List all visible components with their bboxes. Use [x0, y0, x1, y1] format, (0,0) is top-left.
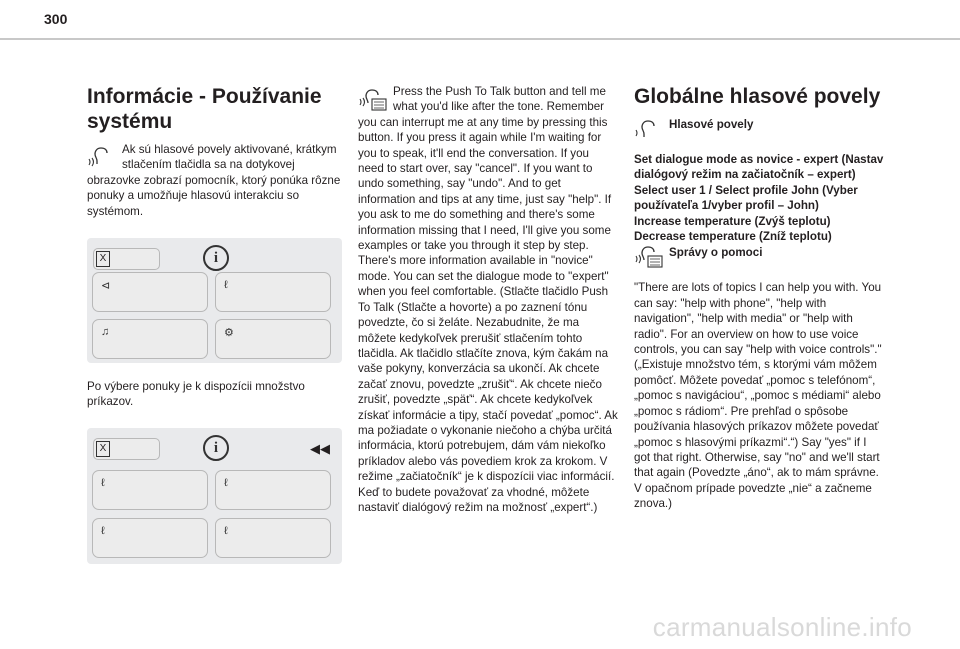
- settings-tile[interactable]: [215, 319, 331, 359]
- page-number: 300: [44, 11, 68, 27]
- after-menu-text: Po výbere ponuky je k dispozícii množstvo príkazov.: [87, 380, 305, 409]
- phone-icon: ℓ: [224, 279, 228, 292]
- phone-icon: ℓ: [101, 524, 105, 537]
- column-3: [634, 84, 884, 512]
- command-item: Set dialogue mode as novice - expert (Nastav dialógový režim na začiatočník – expert): [634, 153, 884, 182]
- subheading-help-messages: Správy o pomoci: [669, 246, 763, 260]
- command-item: Increase temperature (Zvýš teplotu): [634, 214, 831, 228]
- info-icon[interactable]: i: [203, 435, 229, 461]
- navigation-tile[interactable]: [92, 272, 208, 312]
- help-messages-text: "There are lots of topics I can help you with. You can say: "help with phone", "help with navigation", "help with media" or "help with radio". For an overview on how to use voice controls, you can say "help with voice controls"." („Existuje množstvo tém, s ktorými vám môžem pomôcť. Môžete povedať „pomoc s telefónom“, „pomoc s navigáciou“, „pomoc s médiami“ alebo „pomoc s rádiom“. Pre prehľad o spôsobe používania hlasových príkazov môžete povedať „pomoc s hlasovými príkazmi“.“) Say "yes" if I got that right. Otherwise, say "no" and we'll start that again (Povedzte „áno“, ak to mám správne. V opačnom prípade povedzte „nie“ a začneme znova.): [634, 281, 882, 511]
- close-icon: X: [96, 251, 110, 267]
- command-item: Decrease temperature (Zníž teplotu): [634, 230, 832, 244]
- intro-text: Ak sú hlasové povely aktivované, krátkym stlačením tlačidla sa na dotykovej obrazovke zobrazí pomocník, ktorý ponúka rôzne ponuky a umožňuje hlasovú interakciu so systémom.: [87, 143, 341, 218]
- column-1: [87, 84, 342, 564]
- rewind-icon: ◀◀: [310, 440, 330, 456]
- back-button[interactable]: [257, 438, 331, 460]
- intro-block: [87, 142, 342, 219]
- commands-screenshot: [87, 428, 342, 564]
- phone-icon: ℓ: [224, 476, 228, 489]
- media-tile[interactable]: [92, 319, 208, 359]
- gear-icon: ⚙: [224, 327, 234, 340]
- command-item: Select user 1 / Select profile John (Vyber používateľa 1/vyber profil – John): [634, 183, 858, 213]
- header-rule: [0, 38, 960, 40]
- command-tile[interactable]: [92, 470, 208, 510]
- command-tile[interactable]: [92, 518, 208, 558]
- voice-command-icon: [358, 87, 388, 109]
- close-icon: X: [96, 441, 110, 457]
- voice-command-icon: [634, 244, 664, 268]
- phone-tile[interactable]: [215, 272, 331, 312]
- watermark: carmanualsonline.info: [652, 612, 912, 642]
- close-bar[interactable]: [93, 438, 160, 460]
- voice-commands-subheading: [634, 115, 884, 138]
- voice-command-icon: [87, 145, 117, 167]
- voice-menu-screenshot: [87, 238, 342, 363]
- help-messages-subheading: [634, 244, 884, 268]
- phone-icon: ℓ: [224, 524, 228, 537]
- close-bar[interactable]: [93, 248, 160, 270]
- push-to-talk-text: Press the Push To Talk button and tell me what you'd like after the tone. Remember you can interrupt me at any time by pressing this button. If you press it again while I'm waiting for you to speak, it'll end the conversation. If you need to start over, say "cancel". If you want to undo something, say "undo". And to get information and tips at any time, just say "help". If you ask to me do something and there's some information missing that I need, I'll give you some examples or take you through it step by step. There's more information available in "novice" mode. You can set the dialogue mode to "expert" when you feel comfortable. (Stlačte tlačidlo Push To Talk (Stlačte a hovorte) a po zaznení tónu povedzte, čo si želáte. Nezabudnite, že ma môžete kedykoľvek prerušiť stlačením tohto tlačidla. Ak tlačidlo stlačíte znova, kým čakám na vaše pokyny, konverzácia sa ukončí. Ak chcete začať znovu, povedzte „zrušiť“. Ak chcete niečo zrušiť, povedzte „späť“. Ak chcete kedykoľvek získať informácie a tipy, stačí povedať „pomoc“. Ak ma požiadate o vykonanie niečoho a chýba určitá informácia, ktorú potrebujem, dám vám niekoľko príkladov alebo vás povediem krok za krokom. V režime „začiatočník“ je k dispozícii viac informácií. Keď to budete považovať za vhodné, môžete nastaviť dialógový režim na možnosť „expert“.): [358, 85, 618, 514]
- command-tile[interactable]: [215, 470, 331, 510]
- phone-icon: ℓ: [101, 476, 105, 489]
- section-heading-global-commands: Globálne hlasové povely: [634, 85, 881, 108]
- voice-command-icon: [634, 118, 664, 138]
- command-list: [634, 152, 884, 244]
- command-tile[interactable]: [215, 518, 331, 558]
- column-2: [358, 84, 618, 515]
- music-note-icon: ♫: [101, 326, 110, 339]
- navigation-arrow-icon: ⊲: [101, 280, 111, 293]
- subheading-voice-commands: Hlasové povely: [669, 118, 754, 131]
- info-icon[interactable]: i: [203, 245, 229, 271]
- section-heading-usage: Informácie - Používanie systému: [87, 85, 322, 133]
